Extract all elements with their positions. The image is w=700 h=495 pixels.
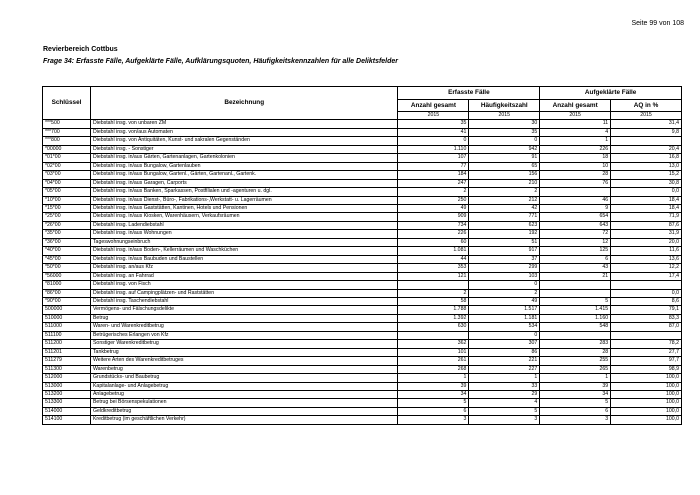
- row-key: *50*00: [43, 264, 91, 272]
- row-haeufigkeitszahl: 1.181: [469, 314, 540, 322]
- row-erfasst-count: 60: [398, 238, 469, 246]
- row-aufgeklaert-count: 21: [540, 272, 611, 280]
- row-key: *36*00: [43, 238, 91, 246]
- row-description: Geldkreditbetrug: [90, 407, 398, 415]
- row-aufgeklaert-count: 265: [540, 365, 611, 373]
- region-title: Revierbereich Cottbus: [43, 46, 118, 53]
- row-erfasst-count: 35: [398, 120, 469, 128]
- row-haeufigkeitszahl: 307: [469, 340, 540, 348]
- row-description: Kreditbetrug (im geschäftlichen Verkehr): [90, 416, 398, 424]
- statistics-table: [42, 86, 682, 425]
- row-erfasst-count: 3: [398, 416, 469, 424]
- row-aufklaerungsquote: 9,8: [611, 128, 682, 136]
- row-aufgeklaert-count: 226: [540, 145, 611, 153]
- table-row: [43, 289, 682, 297]
- row-aufklaerungsquote: [611, 281, 682, 289]
- row-key: ***700: [43, 128, 91, 136]
- table-row: [43, 213, 682, 221]
- row-aufgeklaert-count: 1.415: [540, 306, 611, 314]
- table-row: [43, 171, 682, 179]
- row-haeufigkeitszahl: 221: [469, 357, 540, 365]
- row-key: *05*00: [43, 188, 91, 196]
- row-aufgeklaert-count: 43: [540, 264, 611, 272]
- row-aufgeklaert-count: 28: [540, 348, 611, 356]
- row-key: 513200: [43, 390, 91, 398]
- row-description: Diebstahl insg. in/aus Bungalow, Gartenlauben: [90, 162, 398, 170]
- row-haeufigkeitszahl: 49: [469, 297, 540, 305]
- row-aufgeklaert-count: [540, 188, 611, 196]
- row-aufklaerungsquote: 11,6: [611, 247, 682, 255]
- table-row: [43, 230, 682, 238]
- row-description: Diebstahl insg. in/aus Dienst-, Büro-, Fabrikations-,Werkstatt- u. Lagerräumen: [90, 196, 398, 204]
- row-aufgeklaert-count: 39: [540, 382, 611, 390]
- row-aufgeklaert-count: 5: [540, 399, 611, 407]
- row-aufgeklaert-count: 1.160: [540, 314, 611, 322]
- row-aufklaerungsquote: 71,9: [611, 213, 682, 221]
- row-aufklaerungsquote: 16,8: [611, 154, 682, 162]
- row-erfasst-count: 39: [398, 382, 469, 390]
- row-haeufigkeitszahl: 210: [469, 179, 540, 187]
- row-key: 511200: [43, 340, 91, 348]
- row-key: *81000: [43, 281, 91, 289]
- table-row: [43, 188, 682, 196]
- row-description: Diebstahl insg. auf Campingplätzen- und Raststätten: [90, 289, 398, 297]
- row-description: Diebstahl insg. in/aus Bungalow, Gartenl., Gärten, Gartenanl., Gartenk.: [90, 171, 398, 179]
- table-row: [43, 196, 682, 204]
- table-row: [43, 416, 682, 424]
- row-haeufigkeitszahl: 1: [469, 374, 540, 382]
- table-row: [43, 348, 682, 356]
- row-haeufigkeitszahl: 91: [469, 154, 540, 162]
- row-key: *86*00: [43, 289, 91, 297]
- row-haeufigkeitszahl: 0: [469, 331, 540, 339]
- row-aufklaerungsquote: [611, 331, 682, 339]
- row-haeufigkeitszahl: 623: [469, 221, 540, 229]
- row-haeufigkeitszahl: 51: [469, 238, 540, 246]
- row-aufklaerungsquote: 100,0: [611, 390, 682, 398]
- group-header-aufgeklaert: Aufgeklärte Fälle: [540, 87, 682, 100]
- row-aufgeklaert-count: 3: [540, 416, 611, 424]
- row-key: *25*00: [43, 213, 91, 221]
- row-haeufigkeitszahl: 42: [469, 204, 540, 212]
- row-description: Tankbetrug: [90, 348, 398, 356]
- row-aufgeklaert-count: 4: [540, 128, 611, 136]
- row-key: *00000: [43, 145, 91, 153]
- table-row: [43, 357, 682, 365]
- row-key: *26*00: [43, 221, 91, 229]
- row-aufklaerungsquote: 100,0: [611, 374, 682, 382]
- row-description: Weitere Arten des Warenkreditbetruges: [90, 357, 398, 365]
- row-aufklaerungsquote: 20,0: [611, 238, 682, 246]
- row-haeufigkeitszahl: 1.517: [469, 306, 540, 314]
- row-erfasst-count: 353: [398, 264, 469, 272]
- sub-header-anzahl-aufgeklaert: Anzahl gesamt: [540, 100, 611, 112]
- row-description: Diebstahl insg. - Sonstiger: [90, 145, 398, 153]
- row-description: Diebstahl insg. in/aus Boden-, Kellerräumen und Waschküchen: [90, 247, 398, 255]
- year-label: 2015: [398, 112, 469, 120]
- row-aufgeklaert-count: 1: [540, 137, 611, 145]
- row-description: Betrug: [90, 314, 398, 322]
- year-label: 2015: [611, 112, 682, 120]
- row-aufklaerungsquote: 0,0: [611, 188, 682, 196]
- row-aufgeklaert-count: 11: [540, 120, 611, 128]
- row-key: *03*00: [43, 171, 91, 179]
- row-aufklaerungsquote: 20,4: [611, 145, 682, 153]
- row-aufgeklaert-count: 6: [540, 255, 611, 263]
- row-erfasst-count: 0: [398, 137, 469, 145]
- row-erfasst-count: 58: [398, 297, 469, 305]
- table-row: [43, 145, 682, 153]
- row-description: Vermögens- und Fälschungsdelikte: [90, 306, 398, 314]
- table-row: [43, 255, 682, 263]
- row-description: Diebstahl insg. in/aus Gaststätten, Kantinen, Hotels und Pensionen: [90, 204, 398, 212]
- row-key: 511100: [43, 331, 91, 339]
- row-aufklaerungsquote: 79,1: [611, 306, 682, 314]
- table-row: [43, 272, 682, 280]
- row-erfasst-count: 268: [398, 365, 469, 373]
- row-description: Waren- und Warenkreditbetrug: [90, 323, 398, 331]
- row-description: Diebstahl insg. in/aus Gärten, Gartenanlagen, Gartenkolonien: [90, 154, 398, 162]
- group-header-erfasst: Erfasste Fälle: [398, 87, 540, 100]
- row-erfasst-count: 362: [398, 340, 469, 348]
- row-aufklaerungsquote: 100,0: [611, 399, 682, 407]
- row-aufgeklaert-count: 255: [540, 357, 611, 365]
- row-aufklaerungsquote: 100,0: [611, 382, 682, 390]
- row-erfasst-count: [398, 331, 469, 339]
- row-aufgeklaert-count: 5: [540, 297, 611, 305]
- row-description: Diebstahl insg. an/aus Kfz: [90, 264, 398, 272]
- table-row: [43, 154, 682, 162]
- row-aufgeklaert-count: 10: [540, 162, 611, 170]
- row-haeufigkeitszahl: 29: [469, 390, 540, 398]
- row-haeufigkeitszahl: 5: [469, 407, 540, 415]
- row-haeufigkeitszahl: 4: [469, 399, 540, 407]
- table-row: [43, 297, 682, 305]
- row-haeufigkeitszahl: 917: [469, 247, 540, 255]
- table-row: [43, 365, 682, 373]
- row-erfasst-count: 34: [398, 390, 469, 398]
- row-erfasst-count: 909: [398, 213, 469, 221]
- row-haeufigkeitszahl: 771: [469, 213, 540, 221]
- row-haeufigkeitszahl: 35: [469, 128, 540, 136]
- col-header-desc: Bezeichnung: [90, 87, 398, 120]
- row-description: Betrügerisches Erlangen von Kfz: [90, 331, 398, 339]
- row-erfasst-count: 77: [398, 162, 469, 170]
- row-aufklaerungsquote: 100,0: [611, 416, 682, 424]
- row-aufklaerungsquote: 27,7: [611, 348, 682, 356]
- table-row: [43, 179, 682, 187]
- row-haeufigkeitszahl: 2: [469, 289, 540, 297]
- row-haeufigkeitszahl: 86: [469, 348, 540, 356]
- row-aufklaerungsquote: 87,0: [611, 323, 682, 331]
- row-haeufigkeitszahl: 33: [469, 382, 540, 390]
- row-aufklaerungsquote: [611, 137, 682, 145]
- row-key: ***500: [43, 120, 91, 128]
- row-haeufigkeitszahl: 942: [469, 145, 540, 153]
- page-number: Seite 99 von 108: [631, 20, 684, 27]
- row-erfasst-count: 1: [398, 374, 469, 382]
- row-description: Diebstahl insg. von/aus Automaten: [90, 128, 398, 136]
- row-description: Kapitalanlage- und Anlagebetrug: [90, 382, 398, 390]
- row-erfasst-count: 1.081: [398, 247, 469, 255]
- row-description: Diebstahl insg. in/aus Kiosken, Warenhäusern, Verkaufsräumen: [90, 213, 398, 221]
- row-erfasst-count: 6: [398, 407, 469, 415]
- row-erfasst-count: 184: [398, 171, 469, 179]
- table-row: [43, 340, 682, 348]
- sub-header-aq: AQ in %: [611, 100, 682, 112]
- year-label: 2015: [540, 112, 611, 120]
- row-key: 513300: [43, 399, 91, 407]
- row-haeufigkeitszahl: 212: [469, 196, 540, 204]
- row-aufgeklaert-count: 654: [540, 213, 611, 221]
- row-key: 512000: [43, 374, 91, 382]
- row-aufklaerungsquote: 18,4: [611, 204, 682, 212]
- row-aufgeklaert-count: 72: [540, 230, 611, 238]
- table-row: [43, 323, 682, 331]
- row-description: Betrug bei Börsenspekulationen: [90, 399, 398, 407]
- row-aufgeklaert-count: 125: [540, 247, 611, 255]
- row-aufgeklaert-count: 1: [540, 374, 611, 382]
- row-description: Diebstahl insg. in/aus Banken, Sparkassen, Postfilialen und -agenturen u. dgl.: [90, 188, 398, 196]
- row-aufgeklaert-count: 12: [540, 238, 611, 246]
- row-aufgeklaert-count: 28: [540, 171, 611, 179]
- row-key: *04*00: [43, 179, 91, 187]
- table-row: [43, 407, 682, 415]
- table-row: [43, 137, 682, 145]
- row-key: *01*00: [43, 154, 91, 162]
- row-aufgeklaert-count: 6: [540, 407, 611, 415]
- row-erfasst-count: 261: [398, 357, 469, 365]
- col-header-key: Schlüssel: [43, 87, 91, 120]
- row-key: ***800: [43, 137, 91, 145]
- row-aufgeklaert-count: [540, 331, 611, 339]
- row-key: 513000: [43, 382, 91, 390]
- row-key: 514000: [43, 407, 91, 415]
- row-key: 500000: [43, 306, 91, 314]
- row-erfasst-count: 41: [398, 128, 469, 136]
- row-erfasst-count: 247: [398, 179, 469, 187]
- row-key: 514100: [43, 416, 91, 424]
- row-description: Diebstahl insg. Ladendiebstahl: [90, 221, 398, 229]
- row-haeufigkeitszahl: 0: [469, 281, 540, 289]
- row-erfasst-count: 44: [398, 255, 469, 263]
- row-key: 510000: [43, 314, 91, 322]
- row-erfasst-count: 2: [398, 289, 469, 297]
- row-aufklaerungsquote: 8,6: [611, 297, 682, 305]
- row-aufklaerungsquote: 97,7: [611, 357, 682, 365]
- table-row: [43, 221, 682, 229]
- row-description: Diebstahl insg. in/aus Garagen, Carports: [90, 179, 398, 187]
- row-erfasst-count: [398, 281, 469, 289]
- row-aufgeklaert-count: 34: [540, 390, 611, 398]
- table-row: [43, 399, 682, 407]
- row-key: *40*00: [43, 247, 91, 255]
- year-label: 2015: [469, 112, 540, 120]
- row-key: *90*00: [43, 297, 91, 305]
- row-haeufigkeitszahl: 37: [469, 255, 540, 263]
- row-haeufigkeitszahl: 65: [469, 162, 540, 170]
- row-aufgeklaert-count: 643: [540, 221, 611, 229]
- row-aufklaerungsquote: 83,3: [611, 314, 682, 322]
- row-description: Diebstahl insg. Taschendiebstahl: [90, 297, 398, 305]
- row-aufgeklaert-count: [540, 281, 611, 289]
- row-key: *45*00: [43, 255, 91, 263]
- row-aufklaerungsquote: 17,4: [611, 272, 682, 280]
- row-aufklaerungsquote: 98,9: [611, 365, 682, 373]
- row-erfasst-count: 101: [398, 348, 469, 356]
- table-row: [43, 128, 682, 136]
- row-haeufigkeitszahl: 156: [469, 171, 540, 179]
- table-row: [43, 247, 682, 255]
- row-haeufigkeitszahl: 2: [469, 188, 540, 196]
- row-key: *35*00: [43, 230, 91, 238]
- row-haeufigkeitszahl: 3: [469, 416, 540, 424]
- row-aufgeklaert-count: 46: [540, 196, 611, 204]
- question-title: Frage 34: Erfasste Fälle, Aufgeklärte Fälle, Aufklärungsquoten, Häufigkeitskennzahlen für alle Deliktsfelder: [43, 58, 399, 65]
- row-erfasst-count: 49: [398, 204, 469, 212]
- row-haeufigkeitszahl: 30: [469, 120, 540, 128]
- row-aufgeklaert-count: 283: [540, 340, 611, 348]
- row-aufgeklaert-count: 76: [540, 179, 611, 187]
- row-description: Warenbetrug: [90, 365, 398, 373]
- row-aufklaerungsquote: 100,0: [611, 407, 682, 415]
- row-erfasst-count: 630: [398, 323, 469, 331]
- row-aufgeklaert-count: [540, 289, 611, 297]
- row-key: *56000: [43, 272, 91, 280]
- sub-header-anzahl-erfasst: Anzahl gesamt: [398, 100, 469, 112]
- row-aufklaerungsquote: 15,2: [611, 171, 682, 179]
- table-row: [43, 374, 682, 382]
- row-aufklaerungsquote: 18,4: [611, 196, 682, 204]
- row-haeufigkeitszahl: 534: [469, 323, 540, 331]
- row-description: Diebstahl insg. in/aus Baubuden und Baustellen: [90, 255, 398, 263]
- row-erfasst-count: 121: [398, 272, 469, 280]
- row-erfasst-count: 250: [398, 196, 469, 204]
- row-key: 511300: [43, 365, 91, 373]
- row-aufklaerungsquote: 31,9: [611, 230, 682, 238]
- row-key: 511000: [43, 323, 91, 331]
- row-erfasst-count: 1.788: [398, 306, 469, 314]
- table-row: [43, 120, 682, 128]
- table-row: [43, 306, 682, 314]
- row-aufgeklaert-count: 548: [540, 323, 611, 331]
- row-aufklaerungsquote: 12,2: [611, 264, 682, 272]
- row-description: Grundstücks- und Baubetrug: [90, 374, 398, 382]
- table-row: [43, 264, 682, 272]
- row-haeufigkeitszahl: 0: [469, 137, 540, 145]
- table-row: [43, 390, 682, 398]
- table-row: [43, 331, 682, 339]
- row-aufklaerungsquote: 31,4: [611, 120, 682, 128]
- row-description: Anlagebetrug: [90, 390, 398, 398]
- table-row: [43, 382, 682, 390]
- row-description: Diebstahl insg. von unbaren ZM: [90, 120, 398, 128]
- row-haeufigkeitszahl: 227: [469, 365, 540, 373]
- table-row: [43, 314, 682, 322]
- row-aufklaerungsquote: 87,6: [611, 221, 682, 229]
- row-aufklaerungsquote: 30,8: [611, 179, 682, 187]
- row-haeufigkeitszahl: 299: [469, 264, 540, 272]
- row-description: Diebstahl insg. in/aus Wohnungen: [90, 230, 398, 238]
- table-row: [43, 162, 682, 170]
- row-aufklaerungsquote: 78,2: [611, 340, 682, 348]
- row-haeufigkeitszahl: 103: [469, 272, 540, 280]
- row-haeufigkeitszahl: 192: [469, 230, 540, 238]
- row-erfasst-count: 107: [398, 154, 469, 162]
- table-row: [43, 204, 682, 212]
- sub-header-haeufigkeitszahl: Häufigkeitszahl: [469, 100, 540, 112]
- row-description: Diebstahl insg. an Fahrrad: [90, 272, 398, 280]
- row-aufgeklaert-count: 18: [540, 154, 611, 162]
- row-erfasst-count: 5: [398, 399, 469, 407]
- row-key: *02*00: [43, 162, 91, 170]
- table-row: [43, 281, 682, 289]
- row-erfasst-count: 1.110: [398, 145, 469, 153]
- row-description: Diebstahl insg. von Antiquitäten, Kunst- und sakralen Gegenständen: [90, 137, 398, 145]
- table-row: [43, 238, 682, 246]
- row-key: 511201: [43, 348, 91, 356]
- row-key: *15*00: [43, 204, 91, 212]
- row-erfasst-count: 734: [398, 221, 469, 229]
- table-body: [43, 120, 682, 424]
- row-erfasst-count: 1.392: [398, 314, 469, 322]
- row-aufklaerungsquote: 0,0: [611, 289, 682, 297]
- row-description: Sonstiger Warenkreditbetrug: [90, 340, 398, 348]
- row-aufklaerungsquote: 13,0: [611, 162, 682, 170]
- row-description: Diebstahl insg. von Fisch: [90, 281, 398, 289]
- row-erfasst-count: 2: [398, 188, 469, 196]
- row-key: 511279: [43, 357, 91, 365]
- row-aufklaerungsquote: 13,6: [611, 255, 682, 263]
- row-description: Tageswohnungseinbruch: [90, 238, 398, 246]
- row-key: *10*00: [43, 196, 91, 204]
- row-erfasst-count: 226: [398, 230, 469, 238]
- row-aufgeklaert-count: 9: [540, 204, 611, 212]
